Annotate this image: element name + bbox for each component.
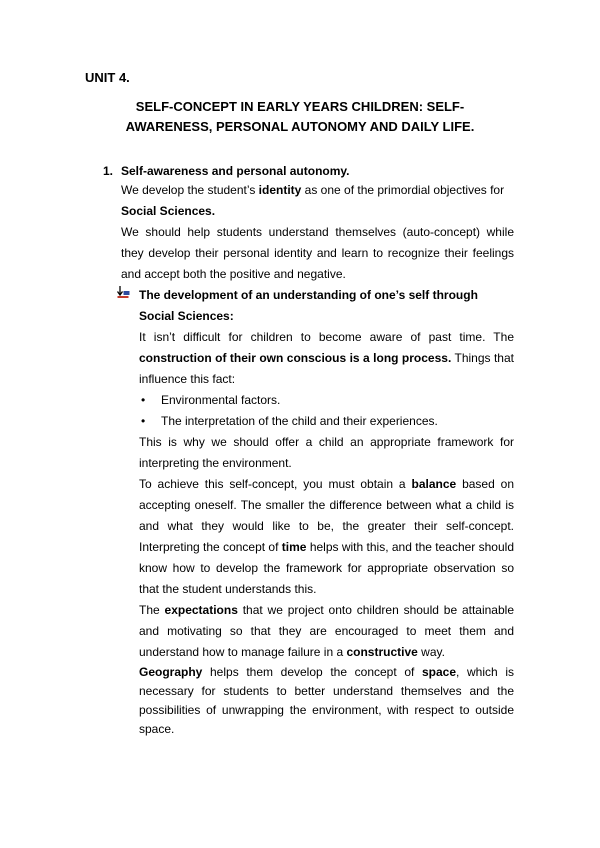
bullet-dot-icon: •: [141, 414, 146, 428]
paragraph-help-students: We should help students understand themselves (auto-concept) while they develop their personal identity and learn to recognize their feelings and accept both the positive and negative.: [121, 225, 514, 281]
subsection-title: The development of an understanding of one’s self through Social Sciences:: [139, 288, 478, 323]
section-title: Self-awareness and personal autonomy.: [121, 164, 350, 178]
title-line-2: AWARENESS, PERSONAL AUTONOMY AND DAILY LIFE.: [125, 119, 475, 134]
list-item: • The interpretation of the child and their experiences.: [139, 411, 514, 432]
title-line-1: SELF-CONCEPT IN EARLY YEARS CHILDREN: SELF-: [135, 99, 465, 114]
factor-list: [139, 390, 514, 432]
paragraph-balance: To achieve this self-concept, you must obtain a balance based on accepting oneself. The smaller the difference between what a child is and what they would like to be, the greater their self-concept. Interpreting the concept of time helps with this, and the teacher should know how to develop the framework for appropriate observation so that the student understands this.: [139, 477, 515, 596]
subsection-heading: [117, 285, 514, 327]
unit-heading: UNIT 4.: [85, 70, 130, 85]
section-body: [121, 180, 514, 285]
paragraph-expectations: The expectations that we project onto children should be attainable and motivating so that they are encouraged to meet them and understand how to manage failure in a constructive way.: [139, 603, 514, 659]
paragraph-past-time: It isn’t difficult for children to become aware of past time. The construction of their own conscious is a long process. Things that influence this fact:: [139, 330, 514, 386]
list-item: • Environmental factors.: [139, 390, 514, 411]
bullet-dot-icon: •: [141, 393, 146, 407]
section-heading: [103, 164, 350, 178]
paragraph-identity: We develop the student’s identity as one of the primordial objectives for Social Sciences.: [121, 183, 505, 218]
page-title: [85, 97, 515, 137]
arrow-bullet-icon: [117, 285, 139, 327]
section-number: 1.: [103, 164, 114, 178]
paragraph-geography: Geography helps them develop the concept of space, which is necessary for students to better understand themselves and the possibilities of unwrapping the environment, with respect to outside space.: [139, 665, 514, 736]
subsection-body: [139, 285, 514, 739]
paragraph-framework: This is why we should offer a child an appropriate framework for interpreting the environment.: [139, 435, 514, 470]
